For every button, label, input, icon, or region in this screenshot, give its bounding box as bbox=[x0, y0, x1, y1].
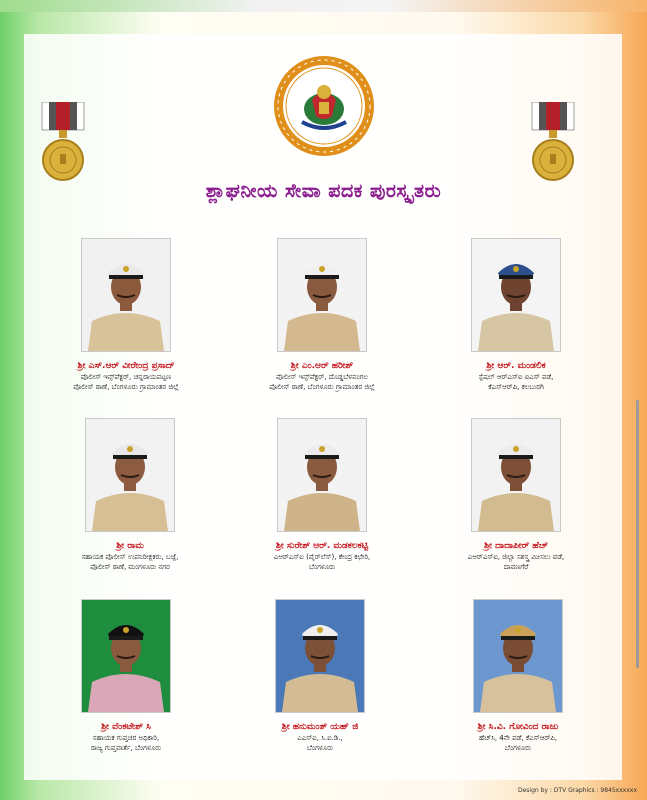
awardee-name: ಶ್ರೀ ರಾಮ bbox=[116, 541, 144, 551]
awardee-station: ಬೆಂಗಳೂರು bbox=[504, 744, 532, 752]
awardee-card bbox=[26, 238, 226, 392]
awardee-photo bbox=[471, 238, 561, 352]
awardee-card bbox=[418, 599, 618, 753]
medal-icon bbox=[530, 102, 576, 182]
awardee-name: ಶ್ರೀ ಎಂ.ಆರ್ ಹರೀಶ್ bbox=[290, 361, 354, 371]
awardee-card bbox=[26, 599, 226, 753]
awardee-photo bbox=[277, 238, 367, 352]
awardee-name: ಶ್ರೀ ಹನುಮಂತ್ ಯಹ್ ಜಿ bbox=[281, 722, 359, 732]
scrollbar[interactable] bbox=[636, 400, 639, 668]
awardee-photo bbox=[81, 238, 171, 352]
medal-icon bbox=[40, 102, 86, 182]
top-band bbox=[0, 0, 647, 12]
awardee-station: ಬೆಂಗಳೂರು bbox=[306, 744, 334, 752]
awardee-card bbox=[416, 238, 616, 392]
awardee-card bbox=[220, 599, 420, 753]
karnataka-police-logo bbox=[272, 54, 376, 158]
awardee-card bbox=[222, 418, 422, 572]
awardee-station: ಬೆಂಗಳೂರು bbox=[308, 563, 336, 571]
awardee-station: ಪೊಲೀಸ್ ಠಾಣೆ, ಮಂಗಳೂರು ನಗರ bbox=[90, 563, 170, 571]
awardee-designation: ಹೆಚ್‌ಸಿ, 4ನೇ ಪಡೆ, ಕೆಎಸ್‌ಆರ್‌ಪಿ, bbox=[478, 734, 558, 742]
awardee-photo bbox=[81, 599, 171, 713]
design-credit: Design by : DTV Graphics : 9845xxxxxx bbox=[517, 787, 637, 794]
awardee-station: ದಾವಣಗೆರೆ bbox=[503, 563, 529, 571]
page-title: ಶ್ಲಾಘನೀಯ ಸೇವಾ ಪದಕ ಪುರಸ್ಕೃತರು bbox=[205, 180, 442, 202]
awardee-name: ಶ್ರೀ ಎಸ್.ಆರ್ ವೀರೇಂದ್ರ ಪ್ರಸಾದ್ bbox=[77, 361, 175, 371]
awardee-designation: ಸ್ಪೆಷಲ್ ಆರ್‌ಎಸ್‌ಐ ಐಎಸ್ ಪಡೆ, bbox=[478, 373, 554, 381]
awardee-card bbox=[222, 238, 422, 392]
awardee-station: ಪೊಲೀಸ್ ಠಾಣೆ, ಬೆಂಗಳೂರು ಗ್ರಾಮಾಂತರ ಜಿಲ್ಲೆ bbox=[269, 383, 375, 391]
awardee-photo bbox=[85, 418, 175, 532]
awardee-card bbox=[30, 418, 230, 572]
awardee-station: ರಾಜ್ಯ ಗುಪ್ತವಾರ್ತೆ, ಬೆಂಗಳೂರು bbox=[90, 744, 162, 752]
awardee-photo bbox=[473, 599, 563, 713]
awardee-designation: ಸಹಾಯಕ ಪೊಲೀಸ್ ಉಪನಿರೀಕ್ಷಕರು, ಬಜ್ಪೆ, bbox=[81, 553, 179, 561]
awardee-designation: ಎಆರ್‌ಎಸ್‌ಐ, ಜಿಲ್ಲಾ ಸಶಸ್ತ್ರ ಮೀಸಲು ಪಡೆ, bbox=[467, 553, 565, 561]
awardee-designation: ಎಎಸ್‌ಐ, ಸಿ.ಐ.ಡಿ., bbox=[297, 734, 343, 742]
awardee-name: ಶ್ರೀ ಆರ್. ಮಂಡಲಿಕ bbox=[486, 361, 546, 371]
awardee-name: ಶ್ರೀ ಸಿ.ವಿ. ಗೋವಿಂದ ರಾಜು bbox=[477, 722, 559, 732]
awardee-photo bbox=[277, 418, 367, 532]
awardee-name: ಶ್ರೀ ದಾದಾಪೀರ್ ಹೆಚ್ bbox=[484, 541, 548, 551]
awardee-designation: ಪೊಲೀಸ್ ಇನ್ಸ್‌ಪೆಕ್ಟರ್, ದೊಡ್ಡಬೆಳವಂಗಲ bbox=[275, 373, 369, 381]
awardee-station: ಕೆಎಸ್‌ಆರ್‌ಪಿ, ಕಲಬುರಗಿ bbox=[488, 383, 544, 391]
awardee-photo bbox=[275, 599, 365, 713]
awardee-name: ಶ್ರೀ ವೆಂಕಟೇಶ್ ಸಿ bbox=[101, 722, 151, 732]
awardee-photo bbox=[471, 418, 561, 532]
awardee-designation: ಪೊಲೀಸ್ ಇನ್ಸ್‌ಪೆಕ್ಟರ್, ಚನ್ನರಾಯಪಟ್ಟಣ bbox=[80, 373, 172, 381]
awardee-designation: ಸಹಾಯಕ ಗುಪ್ತಚರ ಅಧಿಕಾರಿ, bbox=[92, 734, 160, 742]
awardee-designation: ಎಆರ್‌ಎಸ್‌ಐ (ವೈರ್‌ಲೆಸ್), ಕೇಂದ್ರ ಕಛೇರಿ, bbox=[273, 553, 371, 561]
awardee-station: ಪೊಲೀಸ್ ಠಾಣೆ, ಬೆಂಗಳೂರು ಗ್ರಾಮಾಂತರ ಜಿಲ್ಲೆ bbox=[73, 383, 179, 391]
awardee-card bbox=[416, 418, 616, 572]
awardee-name: ಶ್ರೀ ಸುರೇಶ್ ಆರ್. ಮಡಕಲಕಟ್ಟಿ bbox=[275, 541, 369, 551]
